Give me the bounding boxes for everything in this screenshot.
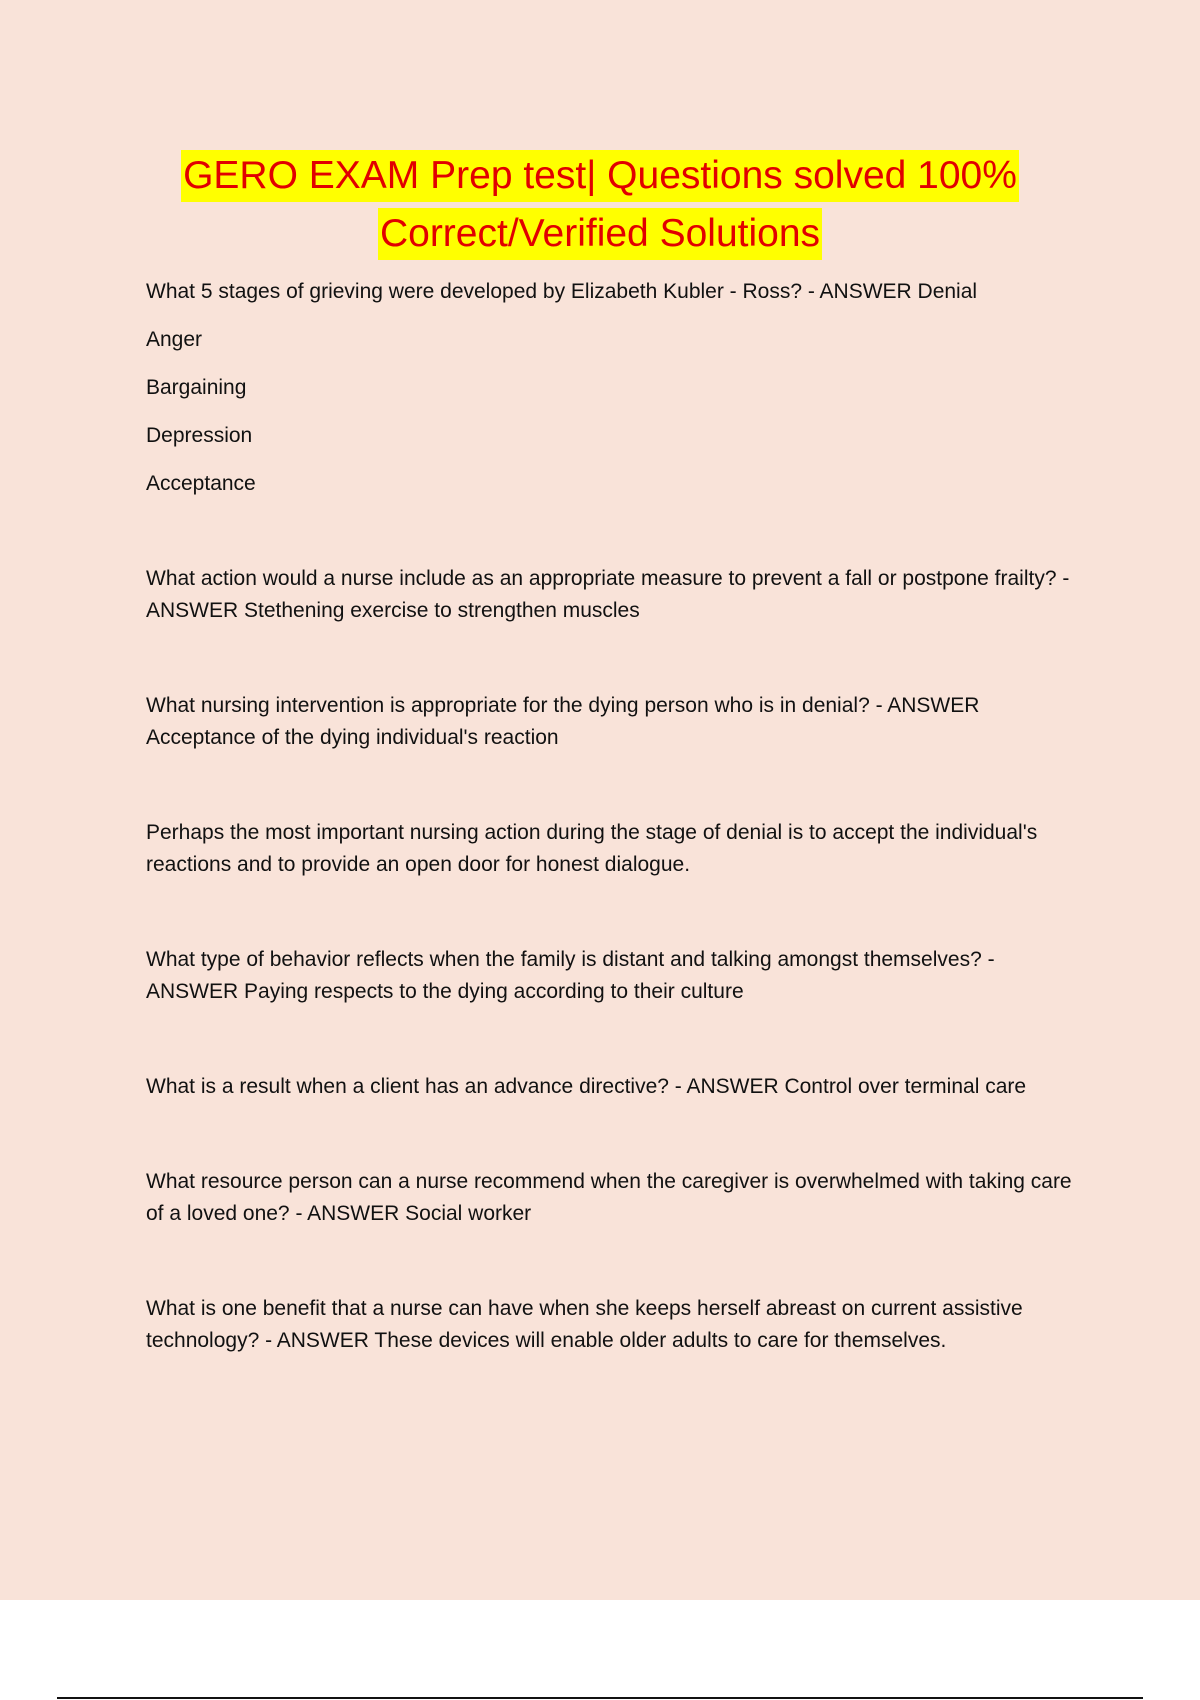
question-denial-intervention: What nursing intervention is appropriate for the dying person who is in denial? - ANSWER Acceptance of the dying individual's reaction: [146, 694, 980, 749]
stage-item: Bargaining: [146, 376, 247, 399]
title-line-2: Correct/Verified Solutions: [378, 208, 822, 260]
denial-note: Perhaps the most important nursing action during the stage of denial is to accept the individual's reactions and to provide an open door for honest dialogue.: [146, 821, 1038, 876]
question-grieving-stages: What 5 stages of grieving were developed by Elizabeth Kubler - Ross? - ANSWER Denial: [146, 280, 978, 303]
document-title: [0, 150, 1200, 266]
title-line-1: GERO EXAM Prep test| Questions solved 100%: [181, 150, 1019, 202]
question-resource-person: What resource person can a nurse recommend when the caregiver is overwhelmed with taking care of a loved one? - ANSWER Social worker: [146, 1170, 1072, 1225]
question-advance-directive: What is a result when a client has an advance directive? - ANSWER Control over terminal care: [146, 1075, 1027, 1098]
stage-item: Depression: [146, 424, 253, 447]
question-assistive-technology: What is one benefit that a nurse can have when she keeps herself abreast on current assistive technology? - ANSWER These devices will enable older adults to care for themselves.: [146, 1297, 1023, 1352]
stage-item: Anger: [146, 328, 203, 351]
question-fall-prevention: What action would a nurse include as an appropriate measure to prevent a fall or postpone frailty? - ANSWER Stethening exercise to strengthen muscles: [146, 567, 1070, 622]
footer-divider: [57, 1697, 1143, 1699]
stage-item: Acceptance: [146, 472, 256, 495]
question-family-behavior: What type of behavior reflects when the family is distant and talking amongst themselves? - ANSWER Paying respects to the dying according to their culture: [146, 948, 995, 1003]
document-body: [146, 276, 1086, 1357]
